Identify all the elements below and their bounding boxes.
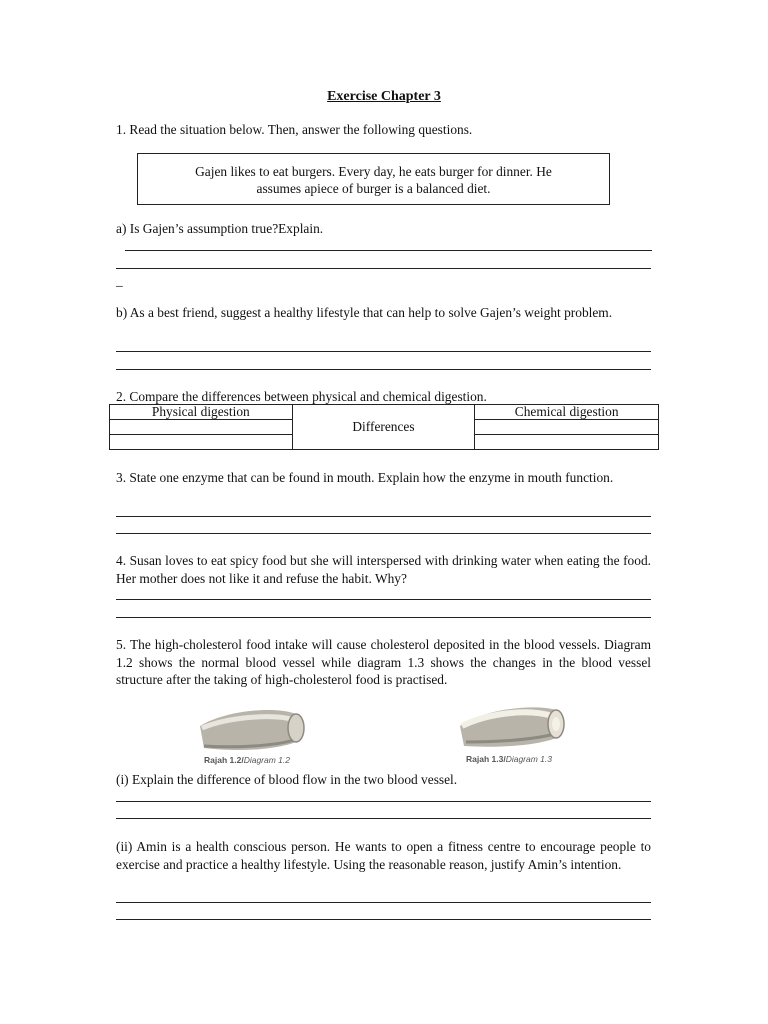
comparison-table [109,404,659,450]
table-cell-physical[interactable] [110,435,293,450]
answer-line[interactable] [116,818,651,819]
answer-line[interactable] [125,250,652,251]
caption-main: Rajah 1.3/ [466,754,506,764]
answer-line[interactable] [116,516,651,517]
clogged-blood-vessel-image [456,702,568,752]
caption-main: Rajah 1.2/ [204,755,244,765]
question-2: 2. Compare the differences between physical and chemical digestion. [116,389,487,404]
table-cell-chemical[interactable] [475,435,659,450]
table-header-differences: Differences [292,405,475,450]
page-title: Exercise Chapter 3 [327,89,441,104]
answer-line[interactable] [116,617,651,618]
diagram-1-3-caption [466,754,552,764]
table-header-physical: Physical digestion [110,405,293,420]
question-4: 4. Susan loves to eat spicy food but she will interspersed with drinking water when eating the food. Her mother does not like it and refuse the habit. Why? [116,553,651,586]
caption-italic: Diagram 1.2 [243,755,290,765]
question-5-i: (i) Explain the difference of blood flow in the two blood vessel. [116,772,458,787]
answer-line[interactable] [116,599,651,600]
caption-italic: Diagram 1.3 [505,754,552,764]
table-header-chemical: Chemical digestion [475,405,659,420]
table-cell-chemical[interactable] [475,420,659,435]
answer-line[interactable] [116,533,651,534]
situation-box [137,153,610,205]
answer-line[interactable] [116,351,651,352]
answer-line[interactable] [116,268,651,269]
normal-blood-vessel-image [196,706,308,756]
question-1a: a) Is Gajen’s assumption true?Explain. [116,221,324,236]
stray-dash: _ [116,273,123,288]
answer-line[interactable] [116,902,651,903]
situation-line-1: Gajen likes to eat burgers. Every day, he eats burger for dinner. He [195,164,552,179]
question-1-intro: 1. Read the situation below. Then, answer the following questions. [116,122,473,137]
question-1b: b) As a best friend, suggest a healthy lifestyle that can help to solve Gajen’s weight problem. [116,305,613,320]
question-3: 3. State one enzyme that can be found in mouth. Explain how the enzyme in mouth function. [116,470,614,485]
answer-line[interactable] [116,369,651,370]
answer-line[interactable] [116,919,651,920]
situation-line-2: assumes apiece of burger is a balanced diet. [256,181,491,196]
table-cell-physical[interactable] [110,420,293,435]
question-5: 5. The high-cholesterol food intake will cause cholesterol deposited in the blood vessels. Diagram 1.2 shows the normal blood vessel while diagram 1.3 shows the changes in the blood vessel structure after the taking of high-cholesterol food is practised. [116,637,651,687]
diagram-1-2-caption [204,755,290,765]
answer-line[interactable] [116,801,651,802]
question-5-ii: (ii) Amin is a health conscious person. He wants to open a fitness centre to encourage people to exercise and practice a healthy lifestyle. Using the reasonable reason, justify Amin’s intention. [116,839,651,872]
